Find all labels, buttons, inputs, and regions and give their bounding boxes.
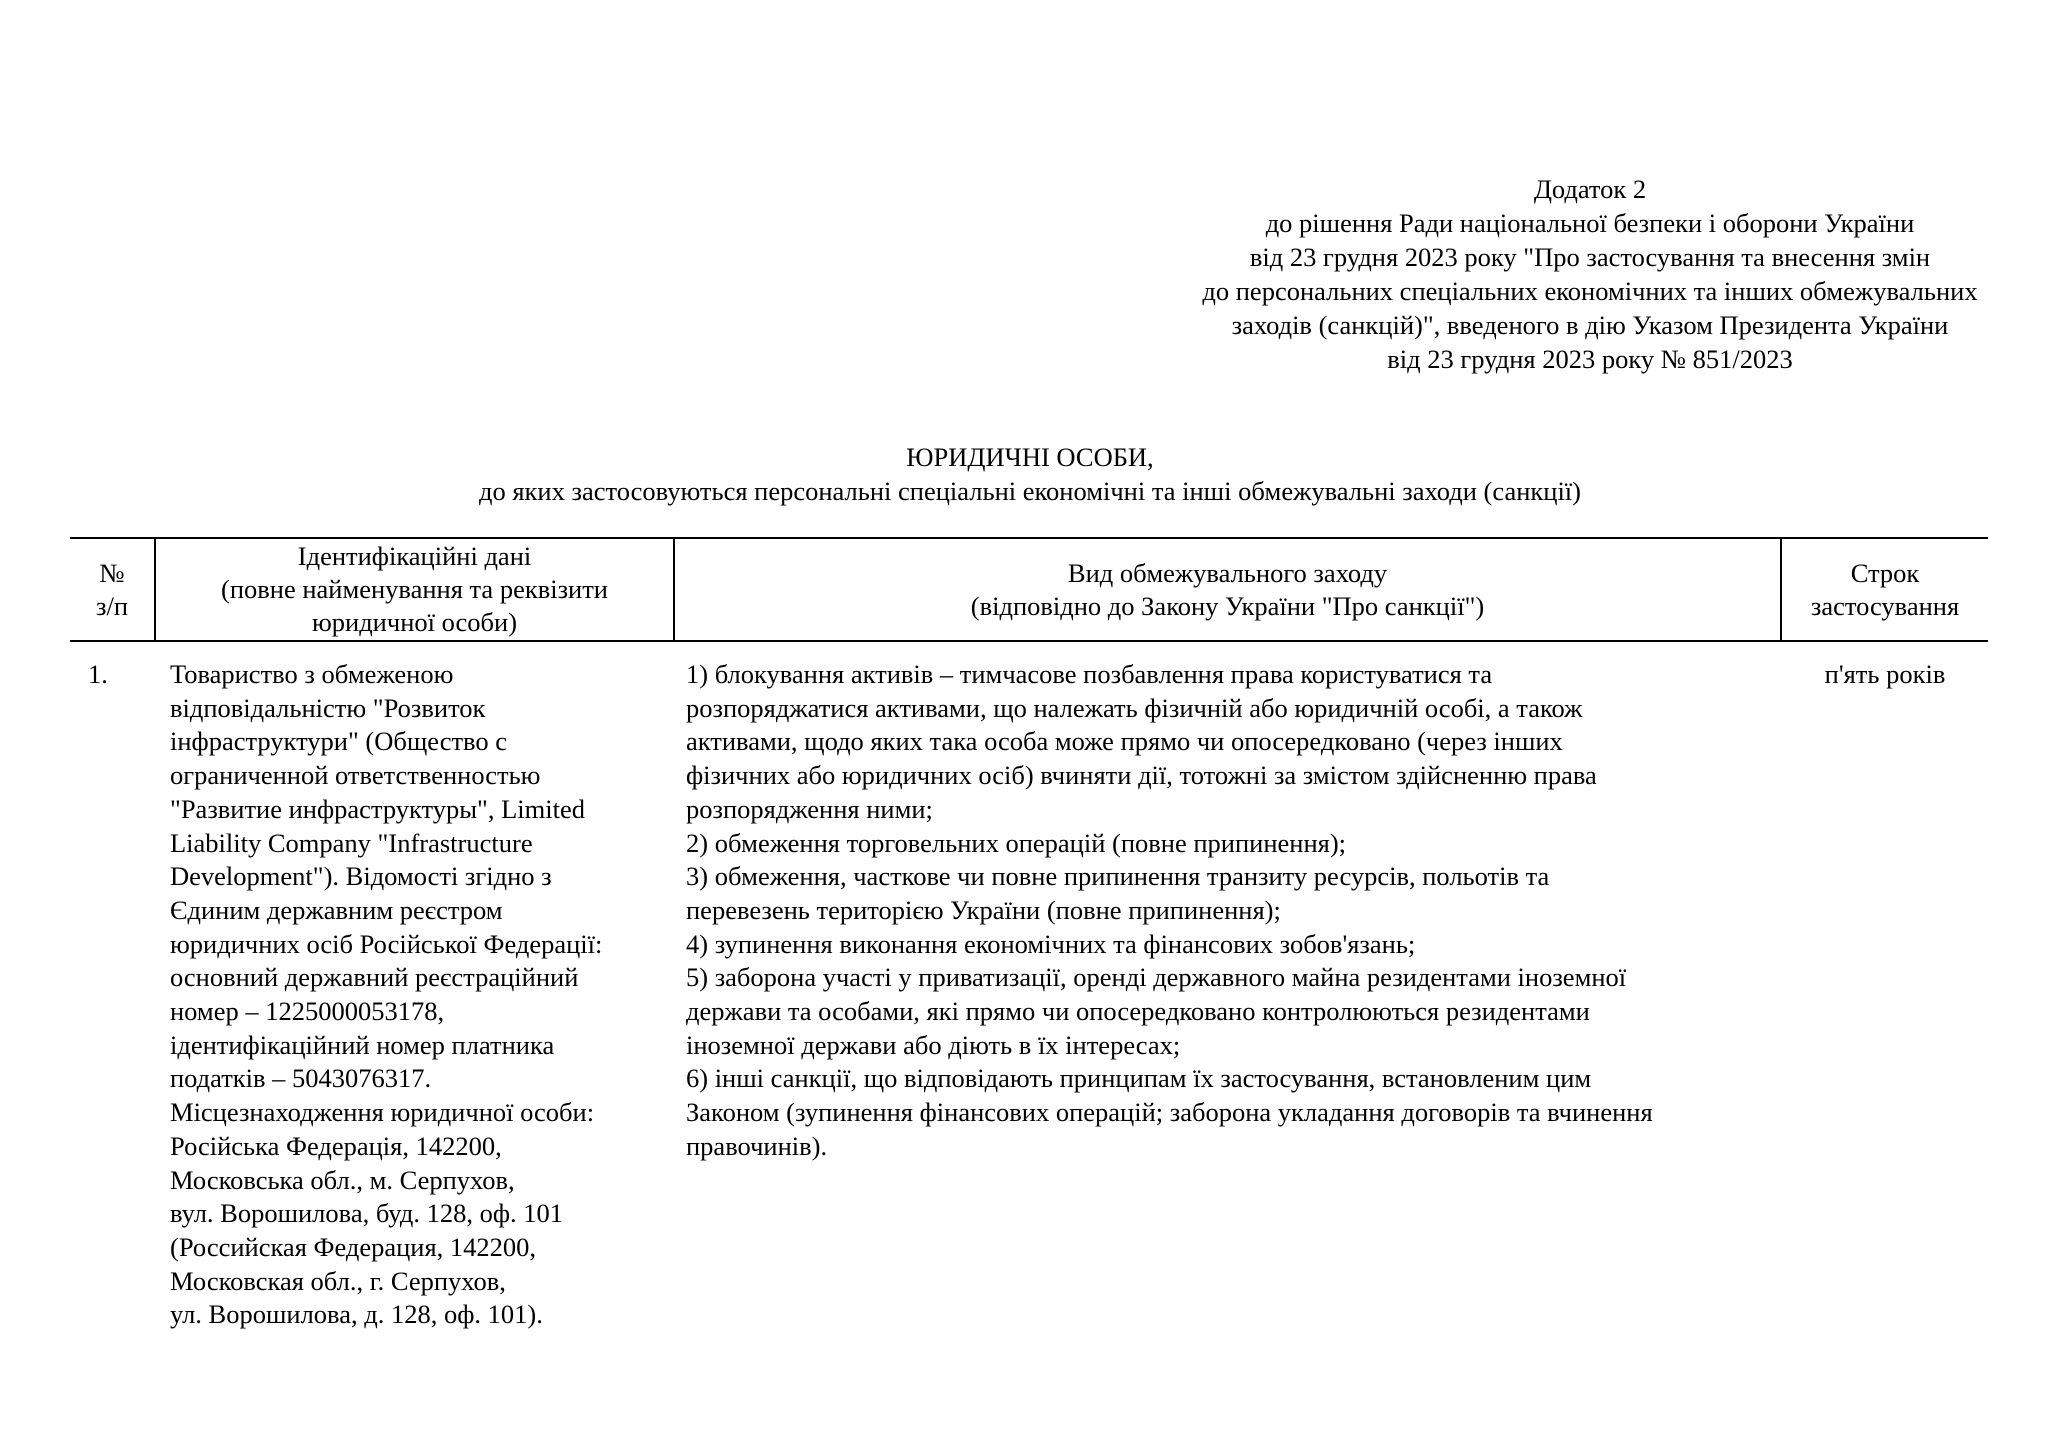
annex-line: від 23 грудня 2023 року № 851/2023 <box>1387 344 1793 374</box>
header-number: № з/п <box>95 558 128 621</box>
annex-line: Додаток 2 <box>1533 174 1647 204</box>
identity-cell: Товариство з обмеженою відповідальністю "Розвиток інфраструктури" (Общество с ограниченной ответственностью "Развитие инфраструктуры", Limited Liability Company "Infrastructure Development"). Відомості згідно з Єдиним державним реєстром юридичних осіб Російської Федерації: основний державний реєстраційний номер – 1225000053178, ідентифікаційний номер платника податків – 5043076317. Місцезнаходження юридичної особи: Російська Федерація, 142200, Московська обл., м. Серпухов, вул. Ворошилова, буд. 128, оф. 101 (Российская Федерация, 142200, Московская обл., г. Серпухов, ул. Ворошилова, д. 128, оф. 101). <box>170 659 603 1330</box>
table-top-rule <box>70 537 1988 539</box>
header-measure: Вид обмежувального заходу (відповідно до Закону України "Про санкції") <box>970 558 1485 621</box>
title-subheading: до яких застосовуються персональні спеціальні економічні та інші обмежувальні заходи (санкції) <box>479 476 1581 506</box>
table-header-rule <box>70 640 1988 642</box>
document-title <box>70 440 1990 508</box>
annex-note <box>1000 172 2048 376</box>
measure-cell: 1) блокування активів – тимчасове позбавлення права користуватися та розпоряджатися активами, що належать фізичній або юридичній особі, а також активами, щодо яких така особа може прямо чи опосередковано (через інших фізичних або юридичних осіб) вчиняти дії, тотожні за змістом здійсненню права розпорядження ними; 2) обмеження торговельних операцій (повне припинення); 3) обмеження, часткове чи повне припинення транзиту ресурсів, польотів та перевезень територією України (повне припинення); 4) зупинення виконання економічних та фінансових зобов'язань; 5) заборона участі у приватизації, оренді державного майна резидентами іноземної держави та особами, які прямо чи опосередковано контролюються резидентами іноземної держави або діють в їх інтересах; 6) інші санкції, що відповідають принципам їх застосування, встановленим цим Законом (зупинення фінансових операцій; заборона укладання договорів та вчинення правочинів). <box>686 659 1653 1161</box>
row-number: 1. <box>88 659 108 689</box>
title-heading: ЮРИДИЧНІ ОСОБИ, <box>906 442 1154 472</box>
annex-line: заходів (санкцій)", введеного в дію Указом Президента України <box>1231 310 1949 340</box>
term-cell: п'ять років <box>1824 659 1946 689</box>
annex-line: до рішення Ради національної безпеки і оборони України <box>1265 208 1915 238</box>
header-identity: Ідентифікаційні дані (повне найменування та реквізити юридичної особи) <box>221 541 608 637</box>
annex-line: від 23 грудня 2023 року "Про застосування та внесення змін <box>1249 242 1931 272</box>
annex-line: до персональних спеціальних економічних та інших обмежувальних <box>1202 276 1978 306</box>
header-term: Строк застосування <box>1810 558 1960 621</box>
